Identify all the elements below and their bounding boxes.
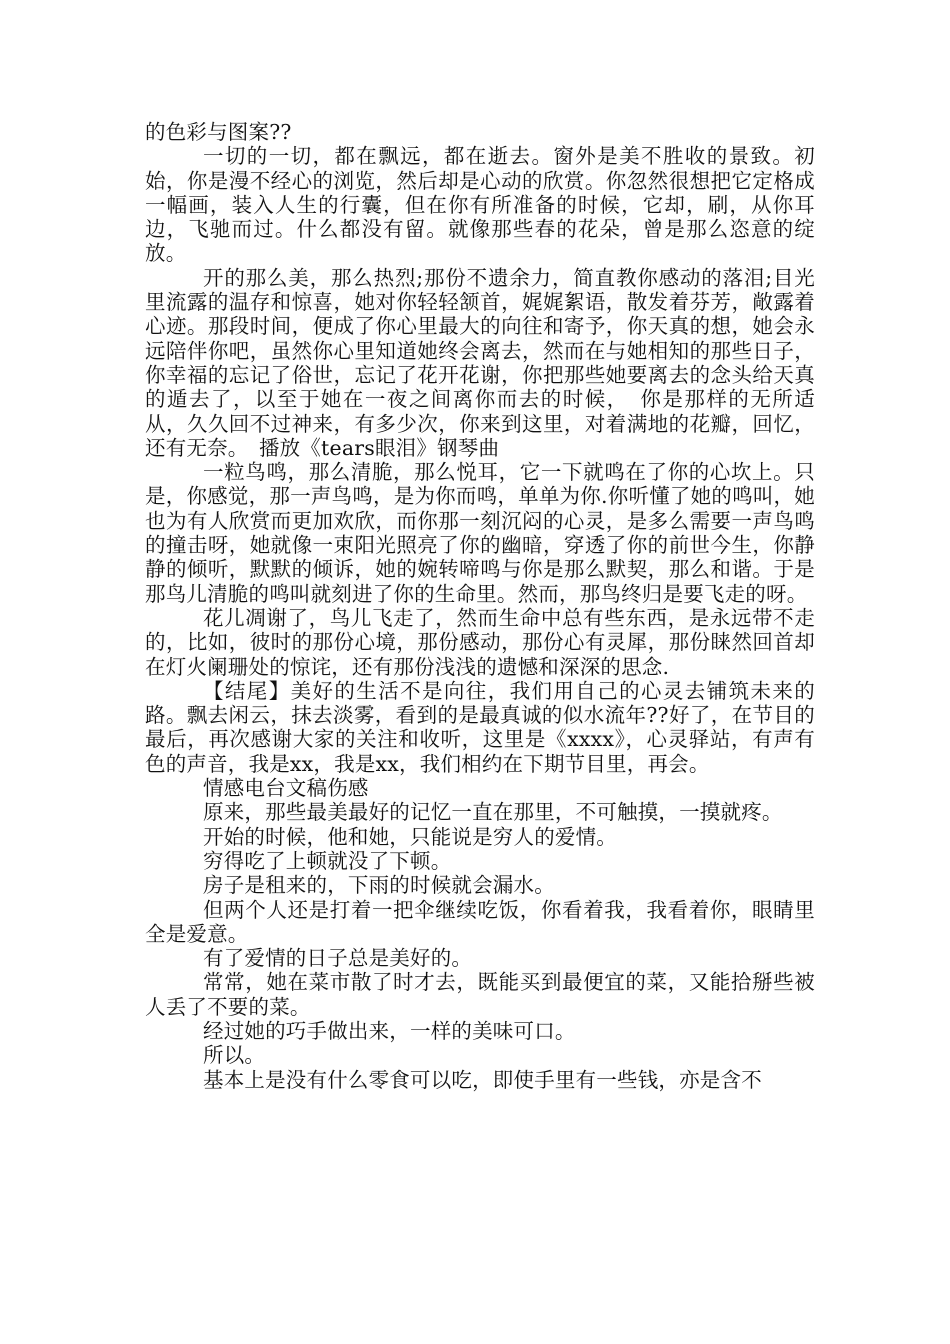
paragraph: 原来，那些最美最好的记忆一直在那里，不可触摸，一摸就疼。 <box>203 800 783 825</box>
paragraph: 一粒鸟鸣，那么清脆，那么悦耳，它一下就鸣在了你的心坎上。只是，你感觉，那一声鸟鸣，是为你而鸣，单单为你.你听懂了她的鸣叫，她也为有人欣赏而更加欢欣，而你那一刻沉闷的心灵，是多么需要一声鸟鸣的撞击呀，她就像一束阳光照亮了你的幽暗，穿透了你的前世今生，你静静的倾听，默默的倾诉，她的婉转啼鸣与你是那么默契，那么和谐。于是那鸟儿清脆的鸣叫就刻进了你的生命里。然而，那鸟终归是要飞走的呀。 <box>145 460 815 606</box>
paragraph: 所以。 <box>203 1043 266 1068</box>
paragraph: 经过她的巧手做出来，一样的美味可口。 <box>203 1018 576 1043</box>
paragraph: 常常，她在菜市散了时才去，既能买到最便宜的菜，又能拾掰些被人丢了不要的菜。 <box>145 970 815 1019</box>
paragraph: 花儿凋谢了，鸟儿飞走了，然而生命中总有些东西，是永远带不走的，比如，彼时的那份心境，那份感动，那份心有灵犀，那份睐然回首却在灯火阑珊处的惊诧，还有那份浅浅的遗憾和深深的思念. <box>145 605 815 679</box>
paragraph: 基本上是没有什么零食可以吃，即使手里有一些钱，亦是含不 <box>203 1067 762 1092</box>
paragraph: 穷得吃了上顿就没了下顿。 <box>203 848 452 873</box>
paragraph: 房子是租来的，下雨的时候就会漏水。 <box>203 873 555 898</box>
paragraph: 有了爱情的日子总是美好的。 <box>203 946 473 971</box>
document-body <box>145 120 815 1092</box>
paragraph: 开的那么美，那么热烈;那份不遗余力，简直教你感动的落泪;目光里流露的温存和惊喜，她对你轻轻颔首，娓娓絮语，散发着芬芳，敞露着心迹。那段时间，便成了你心里最大的向往和寄予，你天真的想，她会永远陪伴你吧，虽然你心里知道她终会离去，然而在与她相知的那些日子，你幸福的忘记了俗世，忘记了花开花谢，你把那些她要离去的念头给天真的遁去了，以至于她在一夜之间离你而去的时候， 你是那样的无所适从，久久回不过神来，有多少次，你来到这里，对着满地的花瓣，回忆，还有无奈。 播放《tears眼泪》钢琴曲 <box>145 265 815 460</box>
paragraph: 一切的一切，都在飘远，都在逝去。窗外是美不胜收的景致。初始，你是漫不经心的浏览，然后却是心动的欣赏。你忽然很想把它定格成一幅画，装入人生的行囊，但在你有所准备的时候，它却，刷，从你耳边，飞驰而过。什么都没有留。就像那些春的花朵，曾是那么恣意的绽放。 <box>145 144 815 266</box>
paragraph: 的色彩与图案?? <box>145 120 292 144</box>
section-heading: 情感电台文稿伤感 <box>203 776 369 801</box>
paragraph: 【结尾】美好的生活不是向往，我们用自己的心灵去铺筑未来的路。飘去闲云，抹去淡雾，看到的是最真诚的似水流年??好了，在节目的最后，再次感谢大家的关注和收听，这里是《xxxx》，心灵驿站，有声有色的声音，我是xx，我是xx，我们相约在下期节目里，再会。 <box>145 678 815 776</box>
paragraph: 开始的时候，他和她，只能说是穷人的爱情。 <box>203 824 617 849</box>
paragraph: 但两个人还是打着一把伞继续吃饭，你看着我，我看着你，眼睛里全是爱意。 <box>145 897 815 946</box>
